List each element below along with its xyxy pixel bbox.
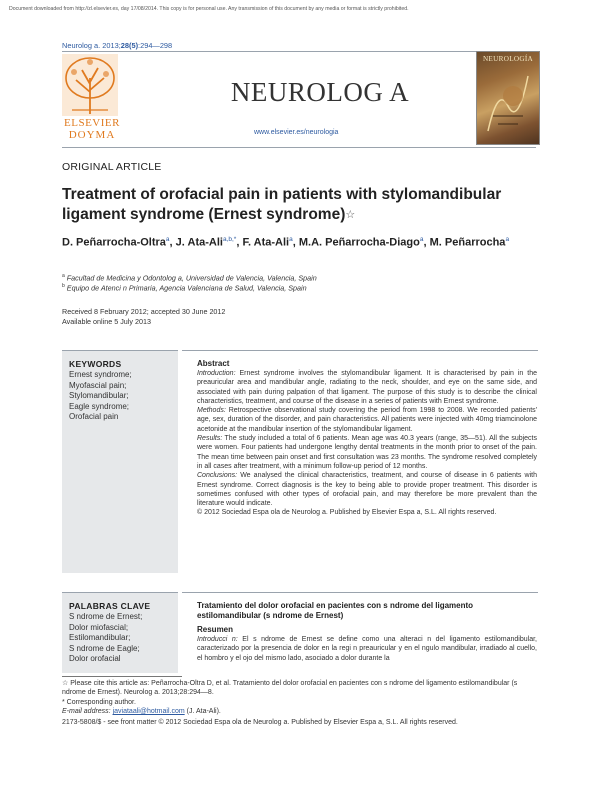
title-footnote-star[interactable]: ☆ [345,209,356,221]
resumen-heading: Resumen [197,625,234,634]
cover-title: NEUROLOGÍA [482,55,534,63]
keyword-item: Dolor orofacial [69,654,121,663]
author-name: M.A. Peñarrocha-Diago [298,236,420,249]
keywords-panel [62,350,178,573]
elsevier-logo [54,52,126,146]
email-footnote: E-mail address: javiataali@hotmail.com (J. Ata-Ali). [62,708,221,715]
spanish-title: Tratamiento del dolor orofacial en pacientes con s ndrome del ligamento estilomandibular (s ndrome de Ernest) [197,601,474,620]
keywords-heading: KEYWORDS [69,359,122,369]
affiliation-b: $^b$ Equipo de Atenci n Primaria, Agencia Valenciana de Salud, Valencia, Spain [62,283,307,293]
author-name: J. Ata-Ali [175,236,223,249]
keyword-item: Myofascial pain; [69,380,127,390]
abstract-results: Results: The study included a total of 6 patients. Mean age was 40.3 years (range, 35—51). All the subjects were women. Four patients had undergone lengthy dental treatments in the month prior to onset of the pain. The mean time between pain onset and first consultation was 23 months. The syndrome resolved completely in all cases after treatment, with a minimum follow-up period of 12 months. [197,435,537,470]
corresponding-author-note: * Corresponding author. [62,699,136,706]
keyword-item: Orofacial pain [69,412,119,421]
publisher-name-line2: DOYMA [68,129,116,141]
resumen-introduccion: Introducci n: El s ndrome de Ernest se define como una alteraci n del ligamento estilomandibular, caracterizado por la presencia de dolor en la regi n preauricular y en el ngulo mandibular, irradiado al cuello, el hombro y el ojo del mismo lado, asociado a dolor durante la [197,636,537,662]
resumen-panel [182,592,538,673]
journal-cover-image [476,51,540,145]
keywords-list [69,370,132,423]
article-title: Treatment of orofacial pain in patients with stylomandibular ligament syndrome (Ernest syndrome)☆ [62,186,502,223]
author-name: F. Ata-Ali [242,236,290,249]
palabras-clave-heading: PALABRAS CLAVE [69,601,151,611]
abstract-panel [182,350,538,573]
abstract-heading: Abstract [197,359,230,368]
palabras-clave-panel [62,592,178,673]
header-bottom-rule [62,147,536,148]
keyword-item: Estilomandibular; [69,633,131,642]
keyword-item: Eagle syndrome; [69,401,130,411]
abstract-copyright: © 2012 Sociedad Espa ola de Neurolog a. Published by Elsevier Espa a, S.L. All rights reserved. [197,509,497,517]
citation-footnote: ☆ Please cite this article as: Peñarrocha-Oltra D, et al. Tratamiento del dolor orofacial en pacientes con s ndrome del ligamento estilomandibular (s ndrome de Ernest). Neurolog a. 2013;28:294—8. [62,680,518,697]
header-top-rule [62,51,536,52]
journal-website-link[interactable]: www.elsevier.es/neurologia [254,129,339,136]
keyword-item: Ernest syndrome; [69,370,132,379]
publisher-name-line1: ELSEVIER [64,117,120,129]
abstract-introduction: Introduction: Ernest syndrome involves the stylomandibular ligament. It is characterised by pain in the preauricular area and mandibular angle, radiating to the neck, shoulder, and eye on the same side, and associated with pain during palpation of that ligament. The purpose of this study is to describe the clinical characteristics, treatment, and course of the disease in a series of patients with Ernest syndrome. [197,370,537,405]
palabras-clave-list [69,612,142,665]
keyword-item: Stylomandibular; [69,391,129,400]
keyword-item: S ndrome de Ernest; [69,612,143,621]
abstract-body [197,369,537,518]
author-name: D. Peñarrocha-Oltra [62,236,166,249]
download-note: Document downloaded from http://zl.elsevier.es, day 17/08/2014. This copy is for personal use. Any transmission of this document by any media or format is strictly prohibited. [9,6,409,12]
abstract-conclusions: Conclusions: We analysed the clinical characteristics, treatment, and course of disease in 6 patients with Ernest syndrome. Correct diagnosis is the key to being able to provide proper treatment. This disorder is sometimes confused with other types of orofacial pain, and may therefore be more prevalent than the literature would indicate. [197,472,537,508]
author-list: D. Peñarrocha-Oltra$^a$, J. Ata-Ali$^{a,b,*}$, F. Ata-Ali$^a$, M.A. Peñarrocha-Diago$^a$, M. Peñarrocha$^a$ [62,236,510,249]
cover-artwork-icon [483,66,533,136]
available-date: Available online 5 July 2013 [62,317,151,326]
received-date: Received 8 February 2012; accepted 30 June 2012 [62,307,226,316]
author-email-link[interactable]: javiataali@hotmail.com [112,708,185,715]
copyright-line: 2173-5808/$ - see front matter © 2012 Sociedad Espa ola de Neurolog a. Published by Elsevier Espa a, S.L. All rights reserved. [62,719,458,726]
keyword-item: Dolor miofascial; [69,622,129,632]
resumen-body [197,635,537,663]
author-name: M. Peñarrocha [429,236,506,249]
journal-citation[interactable]: Neurolog a. 2013;28(5):294—298 [62,41,173,50]
abstract-methods: Methods: Retrospective observational study covering the period from 1998 to 2008. We recorded patients' age, sex, duration of the disorder, and pain characteristics. All patients were injected with 40mg triamcinolone acetonide at the mandibular insertion of the stylomandibular ligament. [197,407,537,433]
article-type: ORIGINAL ARTICLE [62,161,162,173]
journal-name: NEUROLOG A [230,77,410,107]
affiliation-a: $^a$ Facultad de Medicina y Odontolog a, Universidad de Valencia, Valencia, Spain [62,273,317,283]
keyword-item: S ndrome de Eagle; [69,643,140,653]
footnote-rule [62,676,182,677]
